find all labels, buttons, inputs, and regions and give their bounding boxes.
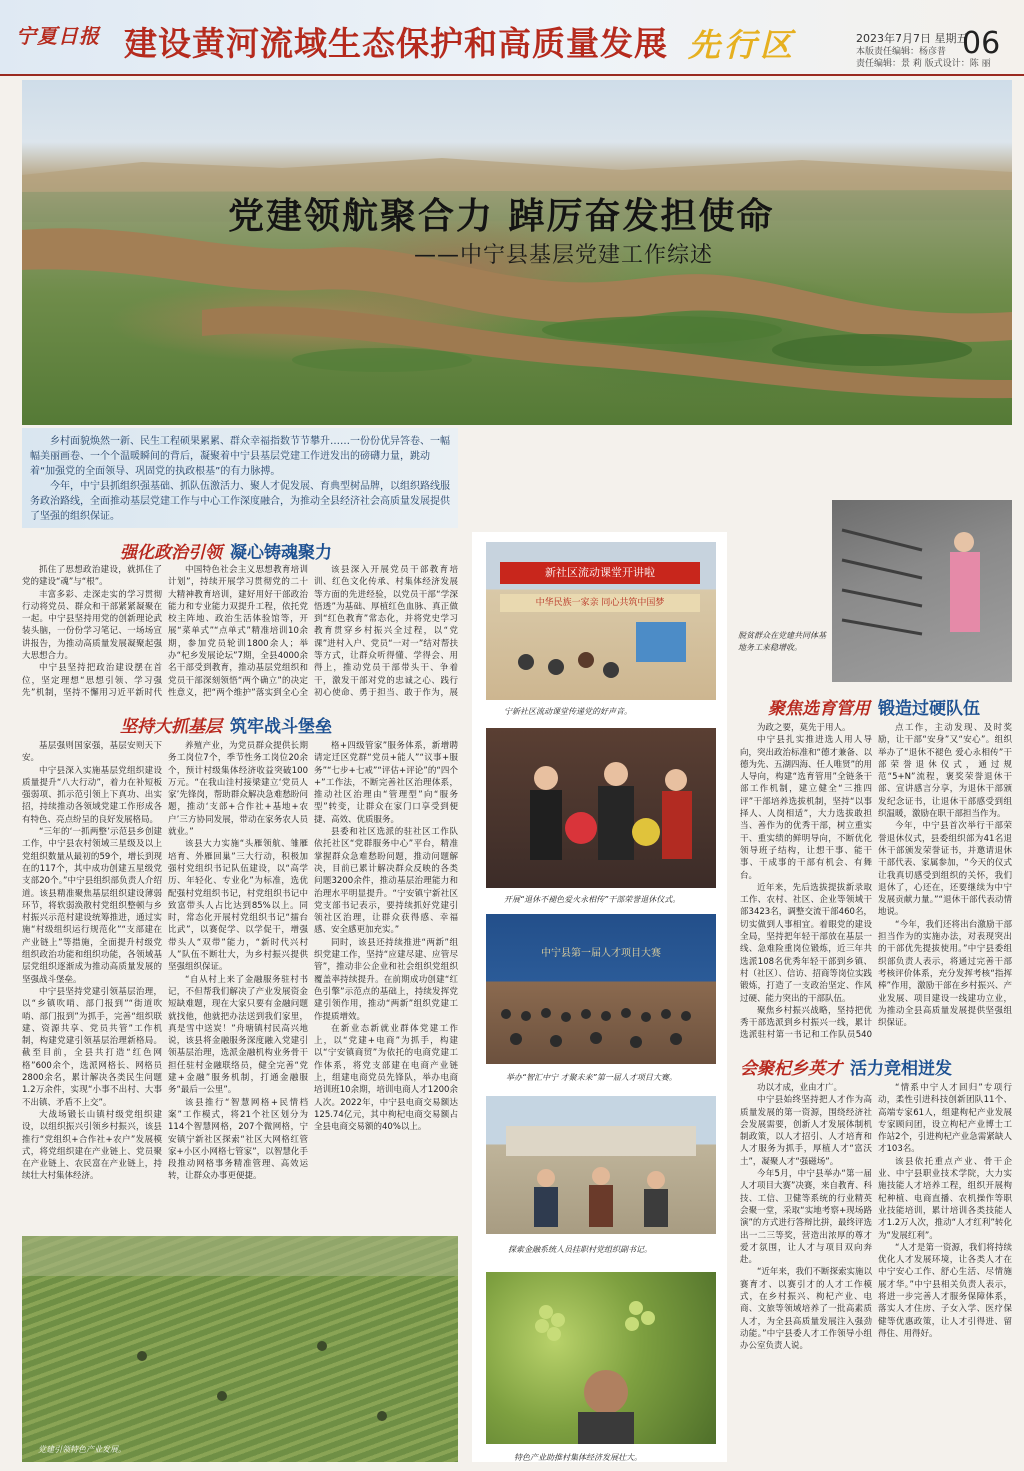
section-heading-grassroots xyxy=(120,712,332,736)
photo-caption: 党建引领特色产业发展。 xyxy=(38,1445,126,1454)
photo-caption: 举办“智汇中宁 才聚未来”第一届人才项目大赛。 xyxy=(506,1073,677,1082)
photo-caption: 探索金融系统人员挂职村党组织副书记。 xyxy=(508,1245,652,1254)
section-heading-theme: 凝心铸魂聚力 xyxy=(230,543,332,563)
text-column-6 xyxy=(314,740,458,1228)
paragraph: 在新业态新就业群体党建工作上，以“党建+电商”为抓手，构建以“宁安镇商贸”为依托的电商党建工作体系，将党支部建在电商产业链上，组建电商党员先锋队，举办电商培训班10余期，培训电商人才1200余人次。2022年，中宁县电商交易额达125.74亿元，其中枸杞电商交易额占全县电商交易额的40%以上。 xyxy=(314,1023,458,1133)
lede-paragraph: 今年，中宁县抓组织强基础、抓队伍激活力、聚人才促发展、育典型树品牌，以组织路线服务政治路线，全面推动基层党建工作与中心工作深度融合，为推动全县经济社会高质量发展提供了坚强的组织保证。 xyxy=(30,481,450,522)
section-heading-political xyxy=(120,538,332,562)
paragraph: 丰富多彩、走深走实的学习贯彻行动将党员、群众和干部紧紧凝聚在一起。中宁县坚持用党的创新理论武装头脑，一份份学习笔记、一场场宣讲报告，为推动高质量发展凝聚起强大思想合力。 xyxy=(22,589,162,662)
paragraph: “人才是第一资源，我们将持续优化人才发展环境，让各类人才在中宁安心工作、舒心生活、尽情施展才华。”中宁县相关负责人表示，将进一步完善人才服务保障体系，落实人才住房、子女入学、医疗保健等优惠政策，让人才引得进、留得住、用得好。 xyxy=(878,1242,1012,1339)
stage-banner: 中宁县第一届人才项目大赛 xyxy=(541,948,661,959)
paragraph: 中宁县坚持党建引领基层治理，以“乡镇吹哨、部门报到”“街道吹哨、部门报到”为抓手，完善“组织联建、资源共享、党员共管”工作机制，构建党建引领基层治理新格局。截至目前，全县共打造“红色网格”600余个，选派网格长、网格员2800余名，累计解决各类民生问题1.2万余件，实现“小事不出村、大事不出镇、矛盾不上交”。 xyxy=(22,986,162,1108)
column-title-accent: 先行区 xyxy=(688,26,797,64)
event-banner: 中华民族一家亲 同心共筑中国梦 xyxy=(500,594,700,612)
paragraph: 聚焦乡村振兴战略，坚持把优秀干部选派到乡村振兴一线，累计选派驻村第一书记和工作队员540 xyxy=(740,1005,872,1041)
text-column-7 xyxy=(740,722,872,1042)
section-heading-theme: 锻造过硬队伍 xyxy=(878,699,980,719)
paragraph: “自从村上来了金融服务驻村书记，不但帮我们解决了产业发展资金短缺难题，现在大家只要有金融问题就找他，他就把办法送到我们家里，真是雪中送炭！”舟塘镇村民高兴地说，该县将金融服务深度融入党建引领基层治理，选派金融机构业务骨干担任驻村金融联络员，健全完善“党建+金融”服务机制，打通金融服务“最后一公里”。 xyxy=(168,974,308,1096)
paragraph: 今年，中宁县首次举行干部荣誉退休仪式，县委组织部为41名退休干部颁发荣誉证书，并邀请退休干部代表、家属参加，“今天的仪式让我真切感受到组织的关怀，我们退休了，心还在，还要继续为中宁发展贡献力量。”“退休干部代表动情地说。 xyxy=(878,821,1012,918)
paragraph: 同时，该县还持续推进“两新”组织党建工作，坚持“应建尽建、应管尽管”，推动非公企业和社会组织党组织覆盖率持续提升。在前期成功创建“红色引擎”示范点的基础上，持续发挥党建引领作用，推动“两新”组织党建工作提质增效。 xyxy=(314,937,458,1022)
issue-date: 2023年7月7日 星期五 xyxy=(856,32,968,45)
paragraph: 养殖产业，为党员群众提供长期务工岗位7个，季节性务工岗位20余个，预计村级集体经济收益突破100万元。“在我山洼村接梁建立‘党员人家’先锋岗，帮助群众解决急难愁盼问题，推动‘支部+合作社+基地+农户’三方协同发展，带动在家务农人员就业。” xyxy=(168,741,308,838)
paragraph: 该县大力实施“头雁领航、雏雁培育、外雁回巢”三大行动，积极加强村党组织书记队伍建设，以“高学历、年轻化、专业化”为标准，选优配强村党组织书记，村党组织书记中致富带头人占比达到85%以上。同时，常态化开展村党组织书记“擂台比武”，以赛促学、以学促干，增强带头人“双带”能力，“新时代兴村人”队伍不断壮大，为乡村振兴提供坚强组织保证。 xyxy=(168,839,308,973)
paragraph: “三年的‘一抓两整’示范县乡创建工作，中宁县农村领域三星级及以上党组织数量从最初的59个，增长到现在的117个，其中成功创建五星级党支部20个。”中宁县组织部负责人介绍道。该县精准聚焦基层组织建设薄弱环节，将软弱涣散村党组织整顿与乡村振兴示范村建设统筹推进，通过实施“村级组织运行规范化”“支部建在产业链上”等措施，全面提升村级党组织政治功能和组织功能，各领域基层党组织逐渐成为推动高质量发展的坚强战斗堡垒。 xyxy=(22,827,162,985)
photo-caption: 特色产业助推村集体经济发展壮大。 xyxy=(514,1453,642,1462)
retirement-ceremony-photo xyxy=(486,728,716,888)
article-subtitle: ——中宁县基层党建工作综述 xyxy=(414,243,714,268)
paper-logo: 宁夏日报 xyxy=(16,24,100,48)
paragraph: 县委和社区选派的驻社区工作队依托社区“党群服务中心”平台，精准掌握群众急难愁盼问题，推动问题解决，目前已累计解决群众反映的各类问题3200余件，推动基层治理能力和治理水平明显提升。“宁安镇宁新社区党支部书记表示，要持续抓好党建引领社区治理，让群众获得感、幸福感、安全感更加充实。” xyxy=(314,827,458,936)
hero-landscape-photo xyxy=(22,80,1012,425)
photo-caption: 开展“退休不褪色爱火永相传”干部荣誉退休仪式。 xyxy=(504,895,681,904)
article-lede xyxy=(22,428,458,528)
paragraph: 该县深入开展党员干部教育培训、红色文化传承、村集体经济发展等方面的先进经验，以党员干部“学深悟透”为基础、厚植红色血脉、真正做到“红色教育”常态化，并将党史学习教育贯穿乡村振兴全过程，以“党课”进村入户、党员“一对一”结对帮扶等方式，让群众听得懂、学得会、用得上，推动党员干部带头干、争着干，激发干部对党的忠诚之心、践行初心使命、勇于担当、敢于作为，展 xyxy=(314,565,458,698)
lede-paragraph: 乡村面貌焕然一新、民生工程硕果累累、群众幸福指数节节攀升……一份份优异答卷、一幅幅美丽画卷、一个个温暖瞬间的背后，凝聚着中宁县基层党建工作迸发出的磅礴力量，跳动着“加强党的全面领导、巩固党的执政根基”的有力脉搏。 xyxy=(30,436,450,477)
paragraph: 基层强则国家强，基层安则天下安。 xyxy=(22,741,162,764)
text-column-5 xyxy=(168,740,308,1228)
paragraph: 中宁县扎实推进选人用人导向，突出政治标准和“德才兼备、以德为先、五湖四海、任人唯贤”的用人导向，构建“选育管用”全链条干部工作机制，建立健全“三推四评”干部培养选拔机制，坚持“以事择人、人岗相适”，大力选拔敢担当、善作为的优秀干部，树立重实干、重实绩的鲜明导向，不断优化领导班子结构，让想干事、能干事、干成事的干部有机会、有舞台。 xyxy=(740,735,872,881)
paragraph: 中宁县始终坚持把人才作为高质量发展的第一资源，围绕经济社会发展需要，创新人才发展体制机制政策，以人才招引、人才培育和人才服务为抓手，厚植人才“富沃土”，凝聚人才“强磁场”。 xyxy=(740,1095,872,1167)
grape-farmer-photo xyxy=(486,1272,716,1444)
paragraph: 中宁县坚持把政治建设摆在首位，坚定理想“思想引领、学习强先”机制，坚持不懈用习近平新时代 xyxy=(22,663,162,698)
audience-seats-icon xyxy=(486,914,716,1064)
paragraph: 该县推行“智慧网格+民情档案”工作模式，将21个社区划分为114个智慧网格，207个微网格，宁安镇宁新社区探索“社区大网格红管家+小区小网格七管家”，以智慧化手段推动网格事务精准管理、高效运转，让群众办事更便捷。 xyxy=(168,1097,308,1182)
text-column-8 xyxy=(878,722,1012,1042)
paragraph: 大战场锻长山镇村级党组织建设，以组织振兴引领乡村振兴，该县推行“党组织+合作社+农户”发展模式，将党组织建在产业链上、党员聚在产业链上、农民富在产业链上，持续壮大村集体经济。 xyxy=(22,1109,162,1182)
section-heading-cadre xyxy=(768,694,980,718)
section-heading-theme: 活力竞相迸发 xyxy=(850,1059,952,1079)
section-heading-lead: 聚焦选育管用 xyxy=(768,699,870,719)
paragraph: “情系中宁人才回归”专项行动，柔性引进科技创新团队11个、高端专家61人，组建枸杞产业发展专家顾问团，设立枸杞产业博士工作站2个，引进枸杞产业急需紧缺人才103名。 xyxy=(878,1083,1012,1155)
paragraph: 抓住了思想政治建设，就抓住了党的建设“魂”与“根”。 xyxy=(22,565,162,588)
photo-caption: 脱贫群众在党建共同体基地务工来稳增收。 xyxy=(738,631,826,652)
paragraph: 功以才成，业由才广。 xyxy=(757,1083,843,1093)
photo-caption: 宁新社区流动课堂传递党的好声音。 xyxy=(504,707,632,716)
paragraph: 中国特色社会主义思想教育培训计划”，持续开展学习贯彻党的二十大精神教育培训，建好用好干部政治能力和专业能力双提升工程，依托党校主阵地、政治生活体验馆等，开展“菜单式”“点单式”精准培训10余期，参加党员轮训1800余人；举办“杞乡发展论坛”7期，全县4000余名干部受到教育，推动基层党组织和党员干部深刻领悟“两个确立”的决定性意义，把“两个维护”落实到全心全 xyxy=(168,565,308,698)
section-heading-theme: 筑牢战斗堡垒 xyxy=(230,717,332,737)
text-column-9 xyxy=(740,1082,872,1462)
paragraph: 格+四级管家”服务体系，新增聘请定迁区党群“党员+能人”“议事+服务”“七步+七戒”“评估+评论”的“四个+”工作法，不断完善社区治理体系，推动社区治理由“管理型”向“服务型”转变，让群众在家门口享受到便捷、高效、优质服务。 xyxy=(314,741,458,825)
paragraph: 中宁县深入实施基层党组织建设质量提升“八大行动”，着力在补短板强弱项、抓示范引领上下真功、出实招，持续推动各领域党建工作形成各有特色、亮点纷呈的良好发展格局。 xyxy=(22,765,162,825)
section-heading-talent xyxy=(740,1054,952,1078)
page-number: 06 xyxy=(962,26,1001,61)
grape-cluster-icon xyxy=(486,1272,716,1444)
farm-field-photo xyxy=(22,1236,458,1462)
editor-line-1: 本版责任编辑：杨彦普 xyxy=(856,47,947,57)
section-heading-lead: 会聚杞乡英才 xyxy=(740,1059,842,1079)
talent-competition-photo xyxy=(486,914,716,1064)
editor-credits xyxy=(856,46,991,70)
paragraph: “近年来，我们不断探索实施以赛育才、以赛引才的人才工作模式，在乡村振兴、枸杞产业、电商、文旅等领域培养了一批高素质人才，为全县高质量发展注入强劲动能。”中宁县委人才工作领导小组办公室负责人说。 xyxy=(740,1267,872,1352)
paragraph: 今年5月，中宁县举办“第一届人才项目大赛”决赛，来自教育、科技、工信、卫健等系统的行业精英会聚一堂，采取“实地考察+现场路演”的方式进行答辩比拼，最终评选出一二三等奖，营造出浓厚的尊才爱才氛围，让人才与项目双向奔赴。 xyxy=(740,1169,872,1266)
greenhouse-worker-photo xyxy=(832,500,1012,682)
paragraph: 点工作，主动发现、及时奖励，让干部“安身”又“安心”。组织举办了“退休不褪色 爱心永相传”干部荣誉退休仪式，通过规范“5+N”流程，褒奖荣誉退休干部、宣讲感言分享，为退休干部颁发纪念证书，让退休干部感受到组织温暖，激励在职干部担当作为。 xyxy=(878,723,1012,820)
section-heading-lead: 坚持大抓基层 xyxy=(120,717,222,737)
masthead xyxy=(0,0,1024,76)
paragraph: 该县依托重点产业、骨干企业、中宁县职业技术学院，大力实施技能人才培养工程，组织开展枸杞种植、电商直播、农机操作等职业技能培训，累计培训各类技能人才1.2万人次，推动“人才红利”转化为“发展红利”。 xyxy=(878,1156,1012,1241)
editor-line-2: 责任编辑：景 莉 版式设计：陈 丽 xyxy=(856,59,991,69)
paragraph: “今年，我们还将出台激励干部担当作为的实施办法，对表现突出的干部优先提拔使用。”中宁县委组织部负责人表示，将通过完善干部考核评价体系，充分发挥考核“指挥棒”作用，激励干部在乡村振兴、产业发展、项目建设一线建功立业，为推动全县高质量发展提供坚强组织保证。 xyxy=(878,919,1012,1029)
article-title: 党建领航聚合力 踔厉奋发担使命 xyxy=(228,196,775,237)
event-sign: 新社区流动课堂开讲啦 xyxy=(500,562,700,584)
mushroom-shelves-icon xyxy=(832,500,1012,682)
paragraph: 近年来，先后选拔提拔新录取工作、农村、社区、企业等领域干部3423名，调整交流干部460名，切实做到人事相宜。着眼党的建设全局，坚持把年轻干部放在基层一线、急难险重岗位锻炼，近三年共选派108名优秀年轻干部到乡镇、村（社区）、信访、招商等岗位实践锻炼，打造了一支政治坚定、作风过硬、能力突出的干部队伍。 xyxy=(740,882,872,1004)
paragraph: 为政之要，莫先于用人。 xyxy=(757,723,851,733)
text-column-3 xyxy=(314,564,458,698)
finance-officer-photo xyxy=(486,1096,716,1234)
text-column-4 xyxy=(22,740,162,1228)
text-column-1 xyxy=(22,564,162,698)
section-heading-lead: 强化政治引领 xyxy=(120,543,222,563)
text-column-10 xyxy=(878,1082,1012,1462)
column-title: 建设黄河流域生态保护和高质量发展 xyxy=(124,24,668,63)
village-meeting-icon xyxy=(486,1096,716,1234)
crop-rows-icon xyxy=(22,1236,458,1462)
people-with-flowers-icon xyxy=(486,728,716,888)
community-class-photo xyxy=(486,542,716,700)
text-column-2 xyxy=(168,564,308,698)
